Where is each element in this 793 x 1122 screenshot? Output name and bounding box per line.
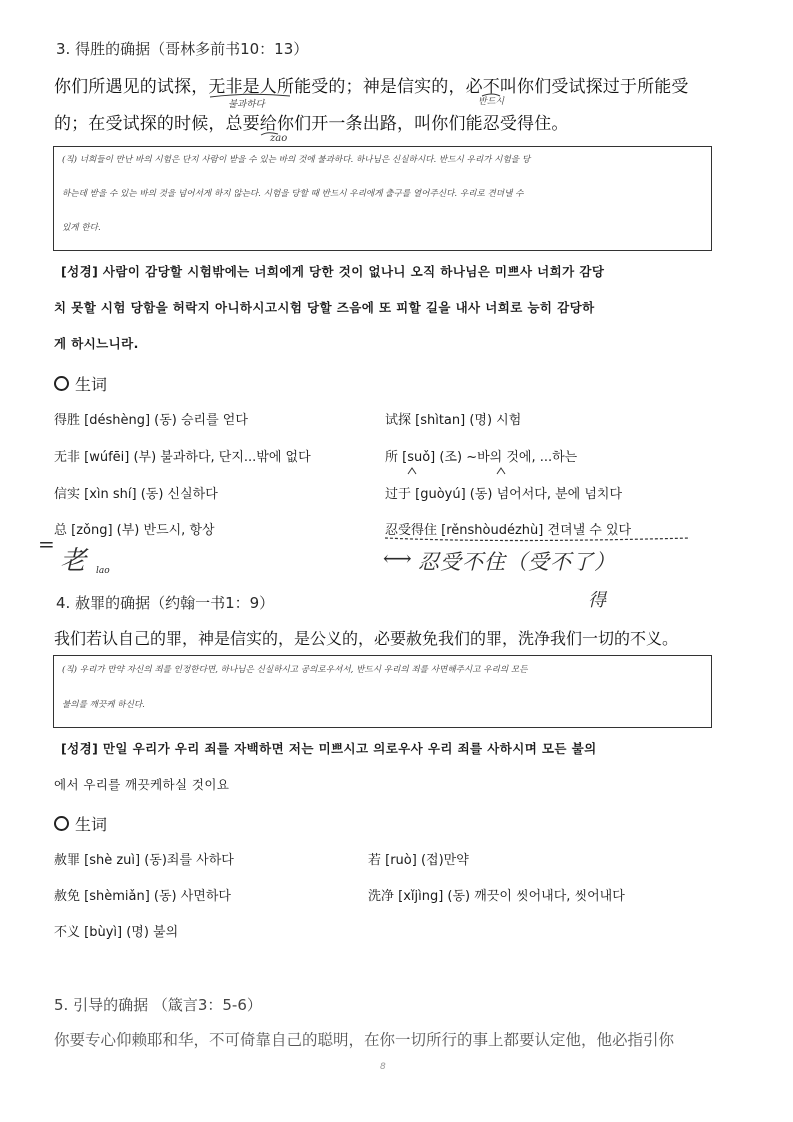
handwritten-lao-pinyin: lao [96,566,110,576]
vocab-item: 过于 [guòyú] (동) 넘어서다, 분에 넘치다 [385,487,623,502]
handwritten-lao: 老 [60,546,87,576]
vocab-item: 得胜 [déshèng] (동) 승리를 얻다 [54,413,248,428]
vocab-item: 若 [ruò] (접)만약 [368,853,469,868]
vocab-title-text: 生词 [75,375,108,394]
vocab-item: 总 [zǒng] (부) 반드시, 항상 [54,523,215,538]
handwritten-note-zong: zao [270,133,288,144]
vocab-item: 无非 [wúfēi] (부) 불과하다, 단지...밖에 없다 [54,450,311,465]
section5-heading: 5. 引导的确据 （箴言3：5-6） [54,996,262,1014]
section4-verse: 我们若认自己的罪，神是信实的，是公义的，必要赦免我们的罪，洗净我们一切的不义。 [54,629,679,648]
handwritten-de: 得 [588,590,606,611]
vocab-item: 所 [suǒ] (조) ~바의 것에, ...하는 [385,450,578,465]
section3-verse-line2: 的；在受试探的时候，总要给你们开一条出路，叫你们能忍受得住。 [54,114,569,134]
handwritten-note-wufei: 불과하다 [228,99,265,110]
section3-heading: 3. 得胜的确据（哥林多前书10：13） [56,40,309,58]
handwritten-buzhu: 忍受不住（受不了） [418,550,616,574]
section3-bible-line3: 게 하시느니라. [54,336,139,351]
vocab-item: 不义 [bùyì] (명) 불의 [54,925,179,940]
circle-bullet-icon [54,816,69,831]
section5-verse: 你要专心仰赖耶和华，不可倚靠自己的聪明，在你一切所行的事上都要认定他，他必指引你 [54,1031,675,1049]
vocab-title-text: 生词 [75,815,108,834]
section4-heading: 4. 赦罪的确据（约翰一书1：9） [56,594,275,612]
section4-translation-line1: (직) 우리가 만약 자신의 죄를 인정한다면, 하나님은 신실하시고 공의로우셔서, 반드시 우리의 죄를 사면해주시고 우리의 모든 [62,665,528,675]
handwritten-equals-mark: = [38,532,55,556]
vocab-item: 忍受得住 [rěnshòudézhù] 견뎌낼 수 있다 [385,523,632,538]
handwritten-note-bixu: 반드시 [478,97,505,107]
section4-translation-box [53,655,712,728]
circle-bullet-icon [54,376,69,391]
section3-translation-line3: 있게 한다. [62,223,101,233]
section4-bible-line1: [성경] 만일 우리가 우리 죄를 자백하면 저는 미쁘시고 의로우사 우리 죄를 사하시며 모든 불의 [61,741,597,756]
section4-bible-line2: 에서 우리를 깨끗케하실 것이요 [54,777,230,792]
page-number: 8 [380,1062,386,1072]
caret-mark [497,468,505,474]
section3-translation-box [53,146,712,251]
section3-verse-line1: 你们所遇见的试探，无非是人所能受的；神是信实的，必不叫你们受试探过于所能受 [54,77,689,97]
handwritten-arrow-icon: ⟷ [383,546,412,570]
section3-bible-line1: [성경] 사람이 감당할 시험밖에는 너희에게 당한 것이 없나니 오직 하나님은 미쁘사 너희가 감당 [61,264,605,279]
underline-renshou [385,538,690,541]
section4-translation-line2: 불의를 깨끗케 하신다. [62,700,145,710]
section3-translation-line1: (직) 너희들이 만난 바의 시험은 단지 사람이 받을 수 있는 바의 것에 불과하다. 하나님은 신실하시다. 반드시 우리가 시험을 당 [62,155,531,165]
vocab-item: 赦罪 [shè zuì] (동)죄를 사하다 [54,853,234,868]
vocab-item: 试探 [shìtan] (명) 시험 [385,413,522,428]
caret-mark [408,468,416,474]
section3-translation-line2: 하는데 받을 수 있는 바의 것을 넘어서게 하지 않는다. 시험을 당할 때 반드시 우리에게 출구를 열어주신다. 우리로 견뎌낼 수 [62,189,524,199]
section4-vocab-title [54,812,107,835]
section3-bible-line2: 치 못할 시험 당함을 허락지 아니하시고시험 당할 즈음에 또 피할 길을 내사 너희로 능히 감당하 [54,300,595,315]
section3-vocab-title [54,372,107,395]
vocab-item: 赦免 [shèmiǎn] (동) 사면하다 [54,889,231,904]
vocab-item: 信实 [xìn shí] (동) 신실하다 [54,487,218,502]
vocab-item: 洗净 [xǐjìng] (동) 깨끗이 씻어내다, 씻어내다 [368,889,625,904]
